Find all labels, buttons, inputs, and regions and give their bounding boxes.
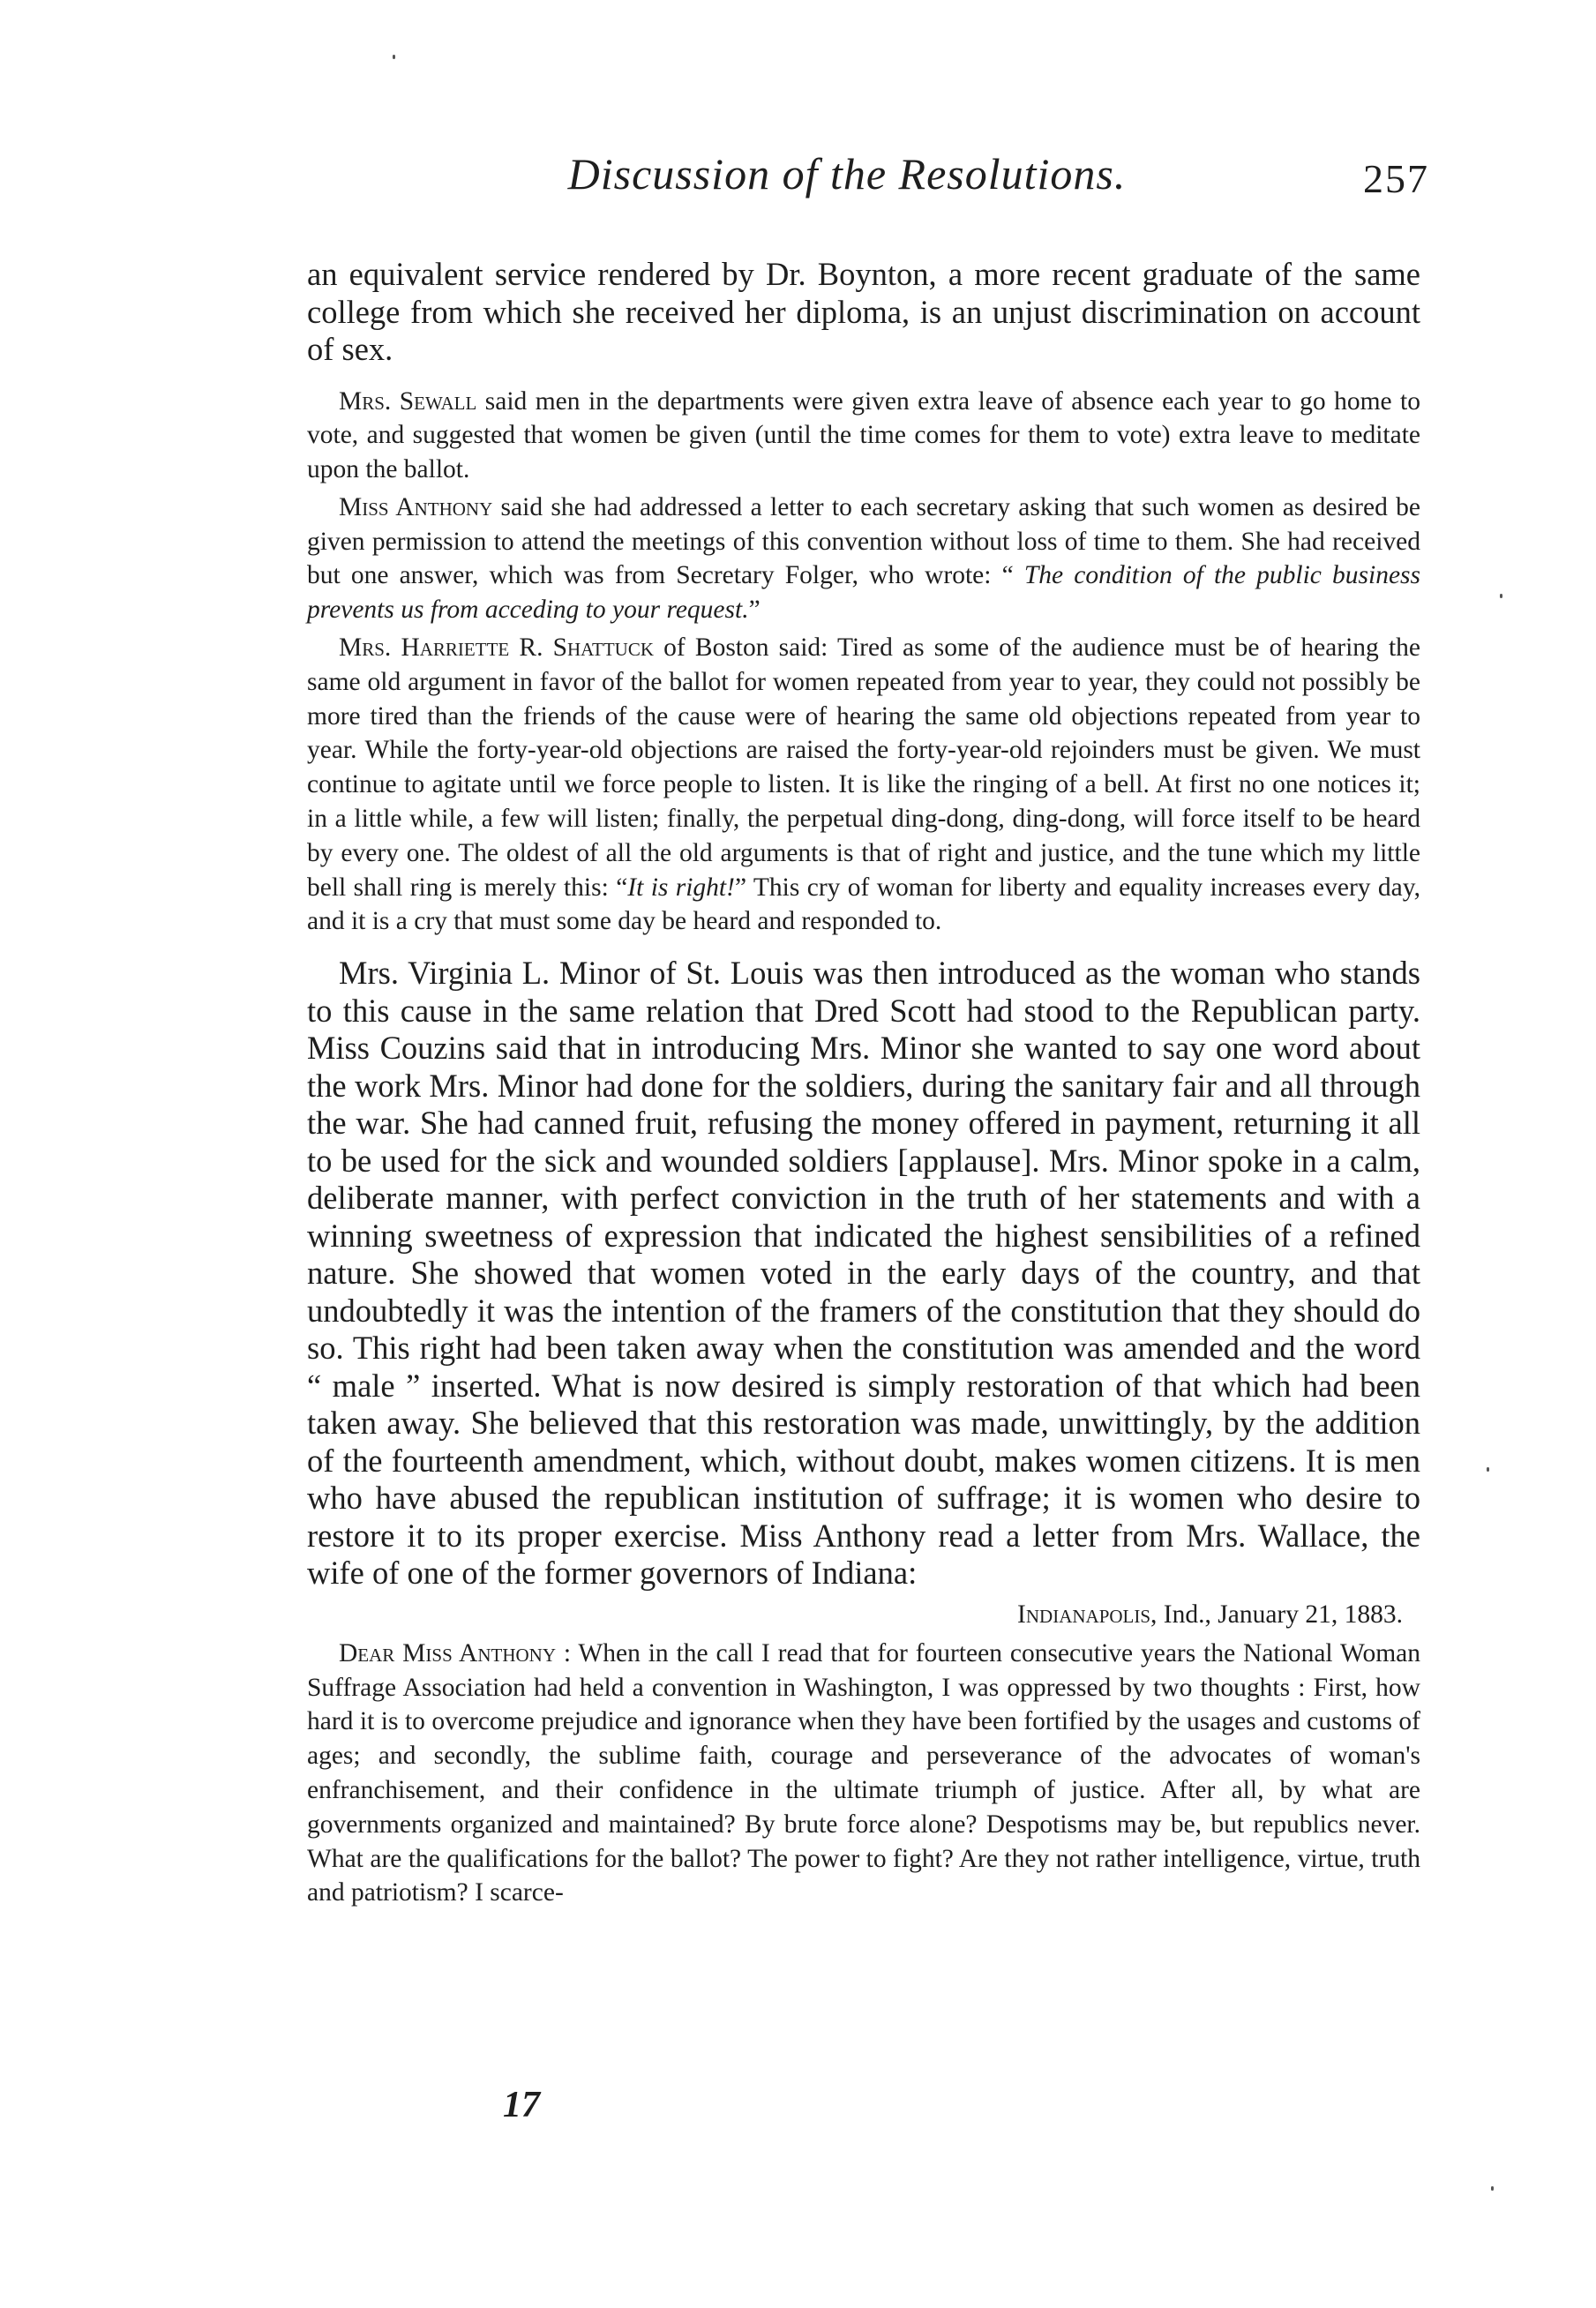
speaker-name: Miss Anthony [339, 492, 493, 521]
paragraph-continuation: an equivalent service rendered by Dr. Boynton, a more recent graduate of the same college from which she received her diploma, is an unjust discrimination on account of sex. [307, 256, 1420, 367]
signature-mark: 17 [503, 2085, 540, 2125]
dateline-date: , Ind., January 21, 1883. [1150, 1600, 1403, 1629]
page-speck [1500, 594, 1502, 598]
speaker-name: Mrs. Sewall [339, 386, 477, 416]
page-speck [393, 55, 395, 59]
page-speck [1487, 1467, 1489, 1472]
paragraph-shattuck [307, 631, 1420, 939]
paragraph-anthony [307, 491, 1420, 627]
quoted-reply: The condition of the public business prevents us from acceding to your request. [307, 561, 1420, 625]
running-head: Discussion of the Resolutions. [567, 149, 1127, 199]
speaker-name: Mrs. Harriette R. Shattuck [339, 633, 655, 663]
closing-quote: ” [748, 596, 761, 625]
quoted-phrase: It is right! [627, 873, 735, 902]
paragraph-text: said men in the departments were given extra leave of absence each year to go home to vote, and suggested that women be given (until the time comes for them to vote) extra leave to meditate upon the ballot. [307, 386, 1421, 484]
letter-text: : When in the call I read that for fourteen consecutive years the National Woman Suffrage Association had held a convention in Washington, I was oppressed by two thoughts : First, how hard it is to overcome prejudice and ignorance when they have been fortified by the usages and customs of ages; and secondly, the sublime faith, courage and perseverance of the advocates of woman's enfranchisement, and their confidence in the ultimate triumph of justice. After all, by what are governments organized and maintained? By brute force alone? Despotisms may be, but republics never. What are the qualifications for the ballot? The power to fight? Are they not rather intelligence, virtue, truth and patriotism? I scarce- [307, 1638, 1420, 1907]
small-type-block [307, 385, 1420, 940]
body-text [307, 256, 1420, 1910]
paragraph-text: said she had addressed a letter to each secretary asking that such women as desired be given permission to attend the meetings of this convention without loss of time to them. She had received but one answer, which was from Secretary Folger, who wrote: “ [307, 492, 1420, 590]
page-number: 257 [1363, 156, 1429, 201]
paragraph-text-end: ” This cry of woman for liberty and equality increases every day, and it is a cry that must some day be heard and responded to. [307, 873, 1420, 936]
paragraph-sewall [307, 385, 1420, 487]
letter-salutation: Dear Miss Anthony [339, 1638, 556, 1667]
dateline-place: Indianapolis [1017, 1600, 1151, 1629]
paragraph-text: of Boston said: Tired as some of the audience must be of hearing the same old argument in favor of the ballot for women repeated from year to year, they could not possibly be more tired than the friends of the cause were of hearing the same old objections repeated from year to year. While the forty-year-old objections are raised the forty-year-old rejoinders must be given. We must continue to agitate until we force people to listen. It is like the ringing of a bell. At first no one notices it; in a little while, a few will listen; finally, the perpetual ding-dong, ding-dong, will force itself to be heard by every one. The oldest of all the old arguments is that of right and justice, and the tune which my little bell shall ring is merely this: “ [307, 633, 1420, 902]
letter-body [307, 1637, 1420, 1910]
page-speck [1491, 2186, 1494, 2191]
paragraph-minor: Mrs. Virginia L. Minor of St. Louis was then introduced as the woman who stands to this cause in the same relation that Dred Scott had stood to the Republican party. Miss Couzins said that in introducing Mrs. Minor she wanted to say one word about the work Mrs. Minor had done for the soldiers, during the sanitary fair and all through the war. She had canned fruit, refusing the money offered in payment, returning it all to be used for the sick and wounded soldiers [applause]. Mrs. Minor spoke in a calm, deliberate manner, with perfect conviction in the truth of her statements and with a winning sweetness of expression that indicated the highest sensibilities of a refined nature. She showed that women voted in the early days of the country, and that undoubtedly it was the intention of the framers of the constitution that they should do so. This right had been taken away when the constitution was amended and the word “ male ” inserted. What is now desired is simply restoration of that which had been taken away. She believed that this restoration was made, unwittingly, by the addition of the fourteenth amendment, which, without doubt, makes women citizens. It is men who have abused the republican institution of suffrage; it is women who desire to restore it to its proper exercise. Miss Anthony read a letter from Mrs. Wallace, the wife of one of the former governors of Indiana: [307, 955, 1420, 1592]
letter-dateline [307, 1598, 1403, 1631]
